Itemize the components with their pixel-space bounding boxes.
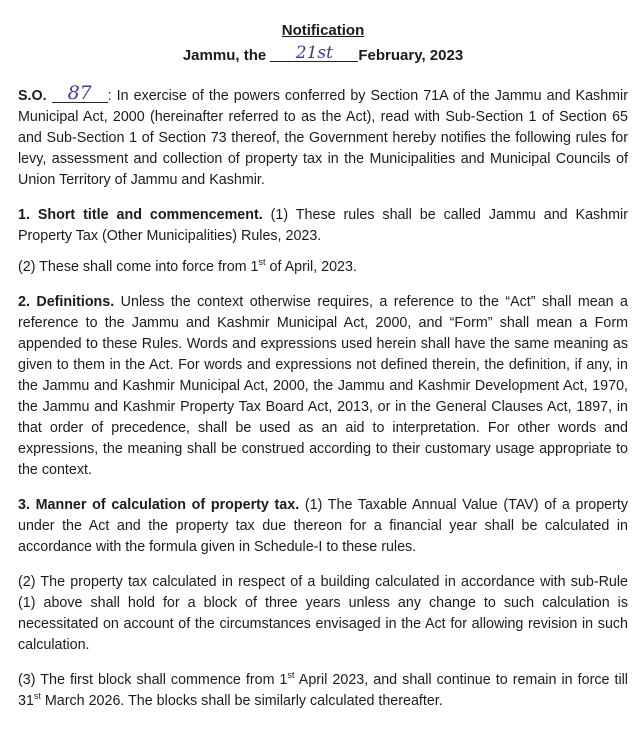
rule-1-paragraph xyxy=(18,205,628,247)
date-blank xyxy=(270,45,358,62)
rule-2-text: Unless the context otherwise requires, a reference to the “Act” shall mean a reference to the Jammu and Kashmir Municipal Act, 2000, and “Form” shall mean a Form appended to these Rules. Words and expressions used herein shall have the same meaning as given to them in the Act. For words and expressions not defined therein, the definition, if any, in the Jammu and Kashmir Municipal Act, 2000, the Jammu and Kashmir Development Act, 1970, the Jammu and Kashmir Property Tax Board Act, 2013, or in the General Clauses Act, 1897, in that order of precedence, shall be used as an aid to interpretation. For other words and expressions, the meaning shall be construed according to their customary usage appropriate to the context. xyxy=(18,294,628,478)
notification-document xyxy=(18,22,628,726)
rule-1-heading: 1. Short title and commencement. xyxy=(18,207,263,223)
rule-3-sub3-ordinal-1: st xyxy=(287,670,295,681)
intro-text: : In exercise of the powers conferred by Section 71A of the Jammu and Kashmir Municipal Act, 2000 (hereinafter referred to as the Act), read with Sub-Section 1 of Section 65 and Sub-Section 1 of Section 73 thereof, the Government hereby notifies the following rules for levy, assessment and collection of property tax in the Municipalities and Municipal Councils of Union Territory of Jammu and Kashmir. xyxy=(18,88,628,188)
handwritten-so-number: 87 xyxy=(67,82,92,104)
rule-1-text: (1) These rules shall be called Jammu and Kashmir Property Tax (Other Municipalities) Rules, 2023. xyxy=(18,207,628,244)
rule-1-subrule-2 xyxy=(18,257,628,278)
rule-3-sub3-ordinal-2: st xyxy=(33,691,41,702)
date-suffix: February, 2023 xyxy=(358,47,464,64)
rule-3-sub3-text-a: (3) The first block shall commence from 1 xyxy=(18,672,288,688)
rule-1-sub2-ordinal: st xyxy=(258,257,266,268)
date-prefix: Jammu, the xyxy=(182,47,267,64)
rule-3-heading: 3. Manner of calculation of property tax. xyxy=(18,497,300,513)
rule-2-paragraph xyxy=(18,292,628,481)
so-number-blank xyxy=(52,82,108,104)
rule-2-heading: 2. Definitions. xyxy=(18,294,115,310)
rule-3-text: (1) The Taxable Annual Value (TAV) of a property under the Act and the property tax due thereon for a financial year shall be calculated in accordance with the formula given in Schedule-I to these rules. xyxy=(18,497,628,555)
rule-3-subrule-3 xyxy=(18,670,628,712)
handwritten-date: 21st xyxy=(295,43,333,63)
rule-3-sub3-text-c: March 2026. The blocks shall be similarly calculated thereafter. xyxy=(40,693,443,709)
rule-1-sub2-text-b: of April, 2023. xyxy=(265,259,357,275)
rule-1-sub2-text-a: (2) These shall come into force from 1 xyxy=(18,259,259,275)
document-title: Notification xyxy=(281,22,365,39)
rule-3-paragraph xyxy=(18,495,628,558)
intro-paragraph xyxy=(18,82,628,191)
date-line xyxy=(18,43,628,64)
rule-3-sub3-text-b: April 2023, and shall continue to remain in force till 31 xyxy=(18,672,628,709)
rule-3-subrule-2: (2) The property tax calculated in respect of a building calculated in accordance with sub-Rule (1) above shall hold for a block of three years unless any change to such calculation is necessitated on account of the circumstances envisaged in the Act for allowing revision in such calculation. xyxy=(18,574,628,653)
so-label: S.O. xyxy=(18,88,47,104)
